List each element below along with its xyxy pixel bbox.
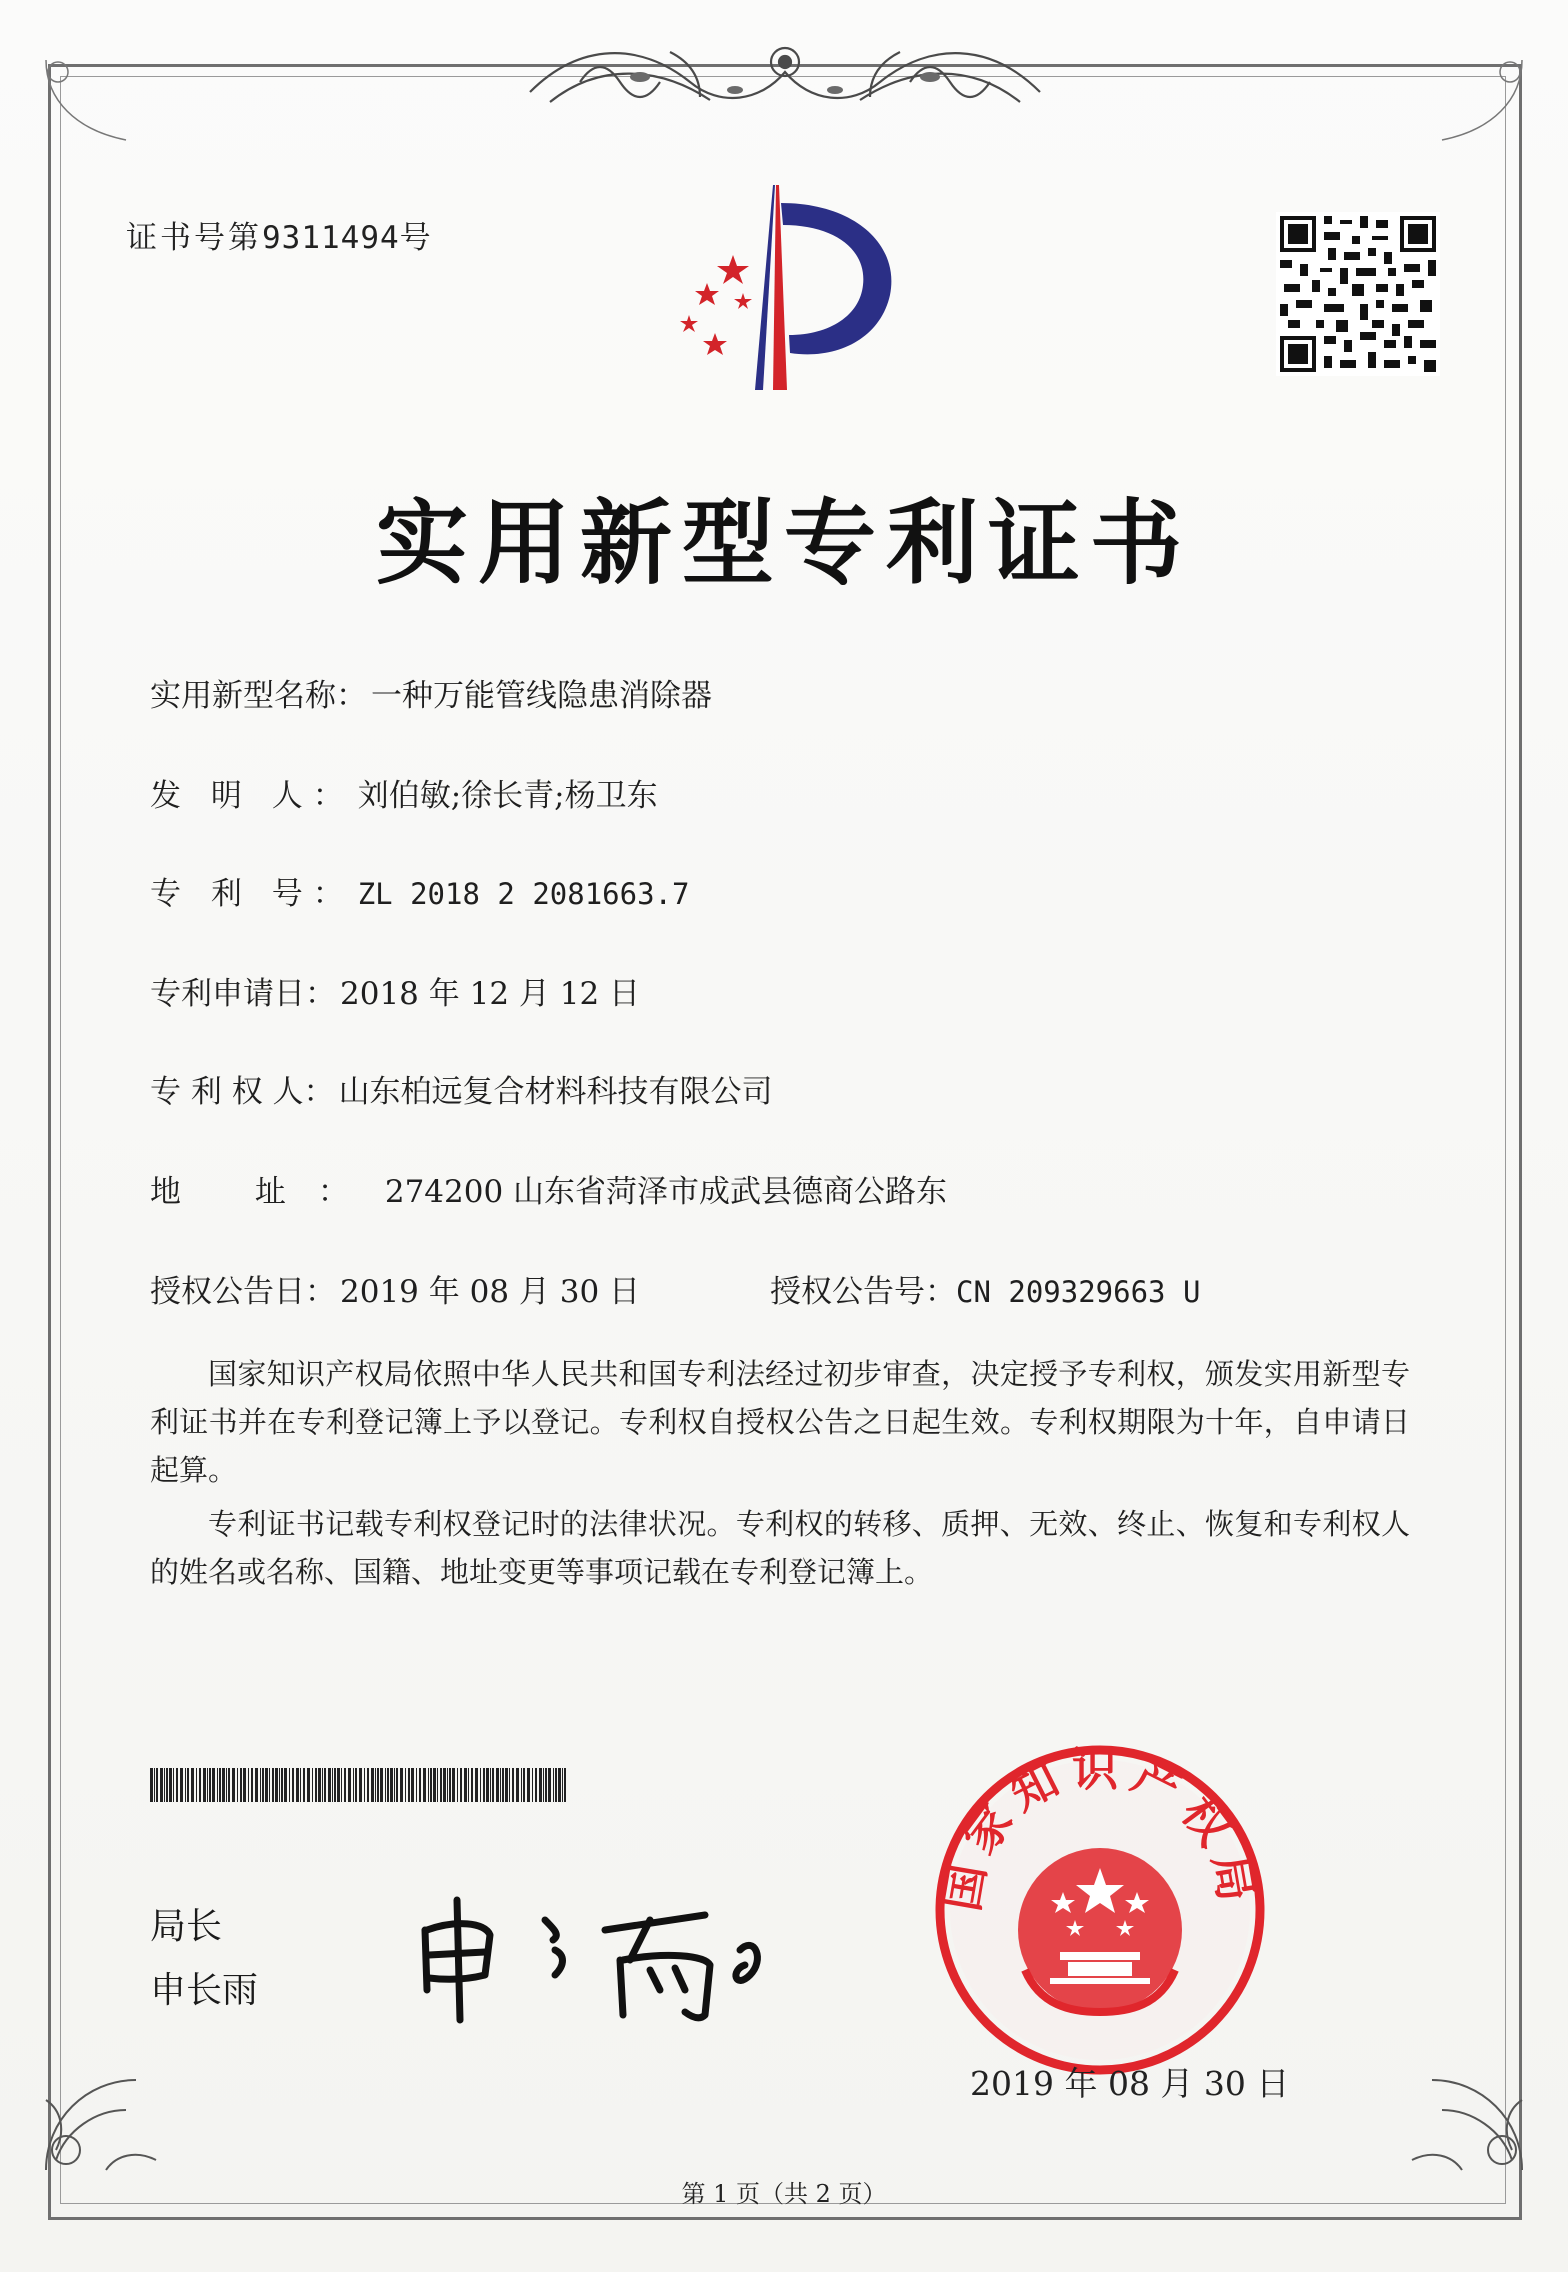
barcode-bar [348, 1768, 351, 1802]
barcode-bar [222, 1768, 225, 1802]
barcode-bar [248, 1768, 249, 1802]
barcode-bar [496, 1768, 499, 1802]
barcode-bar [505, 1768, 508, 1802]
field-grant-number [770, 1266, 1200, 1311]
barcode-bar [281, 1768, 283, 1802]
barcode-bar [176, 1768, 178, 1802]
field-address [150, 1166, 947, 1211]
barcode-bar [486, 1768, 489, 1802]
barcode-bar [483, 1768, 485, 1802]
barcode-bar [411, 1768, 414, 1802]
barcode-bar [284, 1768, 287, 1802]
barcode-bar [341, 1768, 342, 1802]
barcode-bar [279, 1768, 280, 1802]
corner-ornament-icon [26, 40, 176, 190]
field-value: ZL 2018 2 2081663.7 [357, 877, 690, 911]
barcode-bar [166, 1768, 168, 1802]
barcode-bar [255, 1768, 258, 1802]
barcode-bar [232, 1768, 235, 1802]
field-patent-number [150, 868, 689, 913]
barcode-bar [452, 1768, 455, 1802]
field-patentee [150, 1066, 773, 1111]
barcode-bar [169, 1768, 172, 1802]
barcode-bar [209, 1768, 211, 1802]
barcode-bar [464, 1768, 467, 1802]
barcode-bar [243, 1768, 246, 1802]
barcode-bar [154, 1768, 155, 1802]
field-value: 山东柏远复合材料科技有限公司 [338, 1074, 773, 1110]
barcode-bar [307, 1768, 310, 1802]
barcode-bar [251, 1768, 253, 1802]
barcode-bar [364, 1768, 365, 1802]
barcode-bar [289, 1768, 290, 1802]
barcode-bar [344, 1768, 346, 1802]
field-label: 实用新型名称： [150, 678, 367, 714]
barcode-bar [377, 1768, 379, 1802]
field-inventor [150, 770, 658, 815]
field-value: 一种万能管线隐患消除器 [371, 678, 712, 714]
barcode-bar [468, 1768, 469, 1802]
barcode-bar [173, 1768, 174, 1802]
field-label: 授权公告号： [770, 1274, 956, 1310]
barcode-bar [543, 1768, 544, 1802]
barcode-bar [275, 1768, 278, 1802]
barcode-bar [375, 1768, 376, 1802]
seal-text: 国家知识产权局 [934, 1742, 1266, 1915]
page-number: 第 1 页（共 2 页） [681, 2180, 887, 2208]
barcode-bar [207, 1768, 208, 1802]
field-label: 专 利 号： [150, 876, 354, 912]
barcode-bar [564, 1768, 566, 1802]
field-application-date [150, 968, 640, 1013]
statement-paragraph: 国家知识产权局依照中华人民共和国专利法经过初步审查，决定授予专利权，颁发实用新型专利证书并在专利登记簿上予以登记。专利权自授权公告之日起生效。专利权期限为十年，自申请日起算。 [150, 1357, 1410, 1487]
barcode-bar [521, 1768, 522, 1802]
certificate-title: 实用新型专利证书 [375, 490, 1192, 597]
barcode-bar [262, 1768, 264, 1802]
barcode-bar [265, 1768, 268, 1802]
barcode-bar [400, 1768, 403, 1802]
barcode-bar [480, 1768, 481, 1802]
barcode-bar [555, 1768, 557, 1802]
signature-icon [405, 1880, 785, 2030]
cnipa-logo-icon [655, 185, 910, 390]
barcode-bar [367, 1768, 369, 1802]
barcode-bar [318, 1768, 321, 1802]
barcode-bar [260, 1768, 261, 1802]
barcode-bar [423, 1768, 426, 1802]
barcode-bar [460, 1768, 462, 1802]
barcode-bar [527, 1768, 530, 1802]
director-title: 局长 [150, 1906, 223, 1947]
barcode-bar [394, 1768, 395, 1802]
barcode-bar [523, 1768, 525, 1802]
corner-ornament-icon [26, 2040, 176, 2190]
barcode-bar [292, 1768, 294, 1802]
field-label: 授权公告日： [150, 1274, 336, 1310]
barcode-bar [359, 1768, 362, 1802]
barcode-bar [199, 1768, 201, 1802]
field-utility-model-name [150, 670, 712, 715]
barcode-bar [437, 1768, 438, 1802]
barcode-bar [553, 1768, 554, 1802]
barcode-bar [212, 1768, 215, 1802]
cert-number-value: 9311494 [262, 220, 400, 256]
field-label: 发 明 人： [150, 778, 354, 814]
barcode-bar [416, 1768, 417, 1802]
barcode-bar [180, 1768, 183, 1802]
barcode-bar [300, 1768, 301, 1802]
barcode-bar [457, 1768, 458, 1802]
barcode-bar [160, 1768, 163, 1802]
barcode-bar [185, 1768, 186, 1802]
barcode-bar [334, 1768, 336, 1802]
barcode-bar [385, 1768, 386, 1802]
barcode-bar [337, 1768, 340, 1802]
barcode-bar [419, 1768, 421, 1802]
barcode-bar [380, 1768, 383, 1802]
barcode-bar [156, 1768, 158, 1802]
field-label: 专利申请日： [150, 976, 336, 1012]
barcode-bar [548, 1768, 551, 1802]
corner-ornament-icon [1392, 2040, 1542, 2190]
barcode-bar [447, 1768, 448, 1802]
top-ornament-icon [520, 22, 1050, 132]
barcode-bar [217, 1768, 218, 1802]
field-label: 地 址： [150, 1174, 381, 1210]
barcode-bar [539, 1768, 542, 1802]
barcode-bar [196, 1768, 197, 1802]
statement-paragraph: 专利证书记载专利权登记时的法律状况。专利权的转移、质押、无效、终止、恢复和专利权人的姓名或名称、国籍、地址变更等事项记载在专利登记簿上。 [150, 1507, 1410, 1589]
certificate-number [126, 212, 434, 257]
field-grant-date [150, 1266, 640, 1311]
barcode-bar [315, 1768, 317, 1802]
field-value: 2018 年 12 月 12 日 [340, 976, 641, 1012]
barcode-bar [387, 1768, 389, 1802]
barcode-bar [475, 1768, 478, 1802]
field-value: CN 209329663 U [956, 1275, 1201, 1309]
barcode-bar [471, 1768, 473, 1802]
barcode-bar [269, 1768, 270, 1802]
barcode-bar [353, 1768, 354, 1802]
barcode-bar [430, 1768, 432, 1802]
barcode-bar [240, 1768, 242, 1802]
barcode-bar [428, 1768, 429, 1802]
field-value: 刘伯敏;徐长青;杨卫东 [357, 778, 658, 814]
barcode-bar [203, 1768, 206, 1802]
barcode-bar [500, 1768, 501, 1802]
barcode-bar [558, 1768, 561, 1802]
director-name: 申长雨 [150, 1970, 259, 2011]
barcode-bar [405, 1768, 406, 1802]
barcode-icon [150, 1768, 570, 1802]
barcode-bar [272, 1768, 274, 1802]
barcode-bar [449, 1768, 451, 1802]
barcode-bar [509, 1768, 510, 1802]
barcode-bar [371, 1768, 374, 1802]
barcode-bar [322, 1768, 323, 1802]
corner-ornament-icon [1392, 40, 1542, 190]
barcode-bar [150, 1768, 153, 1802]
cert-number-suffix: 号 [399, 220, 434, 256]
barcode-bar [562, 1768, 563, 1802]
barcode-bar [440, 1768, 442, 1802]
barcode-bar [219, 1768, 221, 1802]
barcode-bar [545, 1768, 547, 1802]
barcode-bar [390, 1768, 393, 1802]
barcode-bar [296, 1768, 299, 1802]
qr-code-icon [1276, 212, 1440, 376]
official-seal-icon [930, 1740, 1270, 2080]
field-label: 专 利 权 人： [150, 1074, 335, 1110]
barcode-bar [516, 1768, 519, 1802]
barcode-bar [187, 1768, 189, 1802]
barcode-bar [312, 1768, 313, 1802]
barcode-bar [228, 1768, 230, 1802]
barcode-bar [490, 1768, 491, 1802]
barcode-bar [443, 1768, 446, 1802]
barcode-bar [332, 1768, 333, 1802]
barcode-bar [164, 1768, 165, 1802]
field-value: 2019 年 08 月 30 日 [340, 1274, 641, 1310]
barcode-bar [237, 1768, 238, 1802]
barcode-bar [355, 1768, 357, 1802]
barcode-bar [226, 1768, 227, 1802]
barcode-bar [532, 1768, 533, 1802]
barcode-bar [324, 1768, 326, 1802]
barcode-bar [433, 1768, 436, 1802]
barcode-bar [303, 1768, 305, 1802]
barcode-bar [492, 1768, 494, 1802]
cert-number-label: 证书号第 [126, 220, 262, 256]
barcode-bar [191, 1768, 194, 1802]
barcode-bar [328, 1768, 331, 1802]
barcode-bar [512, 1768, 514, 1802]
field-value: 274200 山东省菏泽市成武县德商公路东 [384, 1174, 948, 1210]
barcode-bar [408, 1768, 410, 1802]
seal-date: 2019 年 08 月 30 日 [970, 2064, 1290, 2103]
barcode-bar [535, 1768, 537, 1802]
barcode-bar [502, 1768, 504, 1802]
barcode-bar [396, 1768, 398, 1802]
